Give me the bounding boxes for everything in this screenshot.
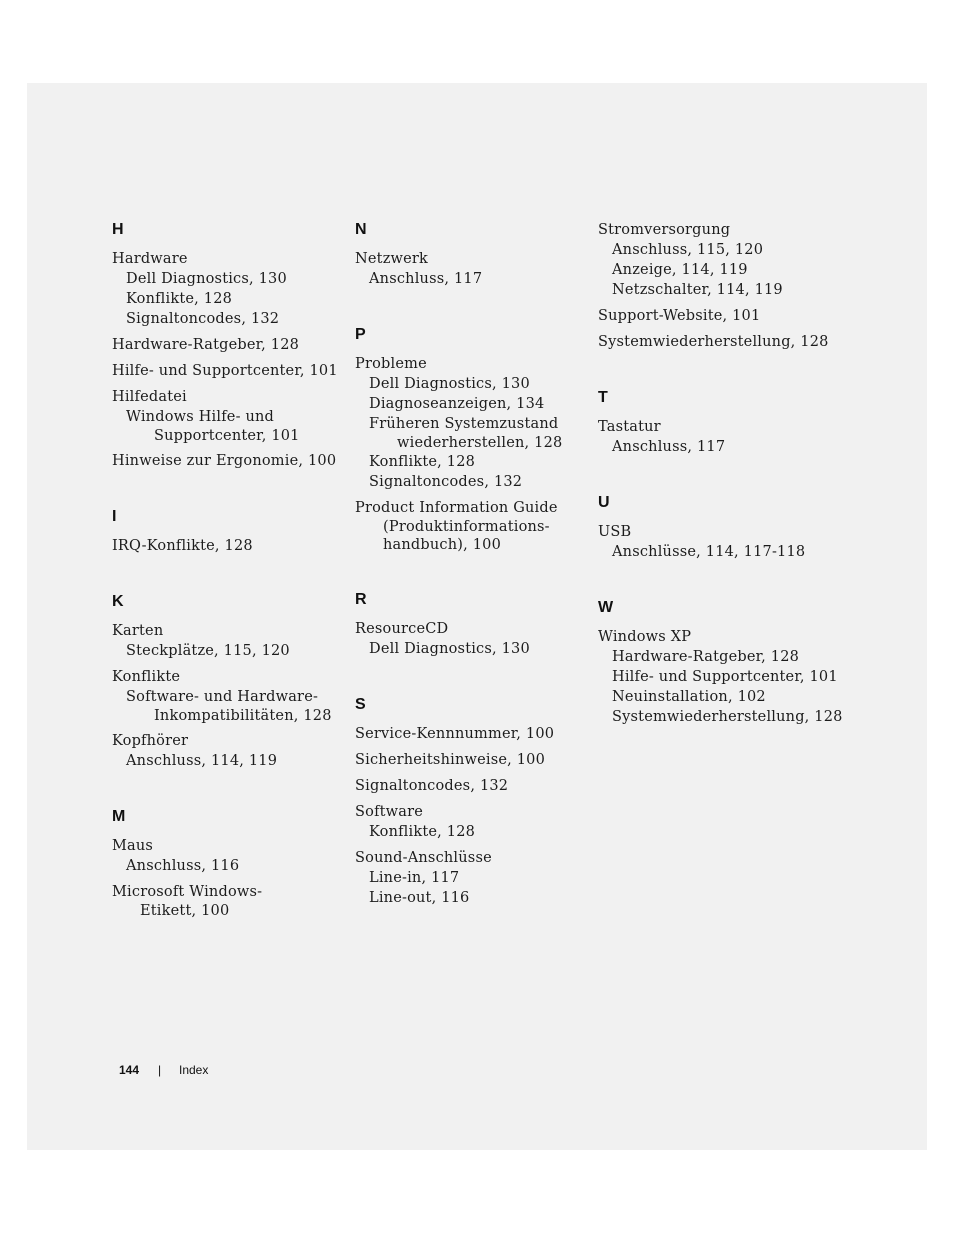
entry-term: Product Information Guide xyxy=(355,500,558,516)
entry-term: Signaltoncodes, 132 xyxy=(355,778,509,794)
section-n xyxy=(355,220,590,289)
index-column-3 xyxy=(598,220,843,763)
entry-term: IRQ-Konflikte, 128 xyxy=(112,538,253,554)
index-entry-signaltoncodes xyxy=(355,776,590,796)
entry-subterm: Line-in, 117 xyxy=(369,870,460,886)
entry-term: Stromversorgung xyxy=(598,222,731,238)
entry-subterm: Hilfe- und Supportcenter, 101 xyxy=(612,669,838,685)
section-h xyxy=(112,220,347,471)
index-entry-product-information-guide xyxy=(355,498,590,554)
index-entry-netzwerk xyxy=(355,249,590,289)
entry-term: Konflikte xyxy=(112,669,181,685)
page-number: 144 xyxy=(119,1063,140,1077)
index-entry-probleme xyxy=(355,354,590,492)
entry-subterm: Dell Diagnostics, 130 xyxy=(126,271,287,287)
entry-term-continuation: (Produktinformations- xyxy=(383,519,550,535)
index-entry-systemwiederherstellung xyxy=(598,332,833,352)
entry-term: Software xyxy=(355,804,424,820)
section-letter-u: U xyxy=(598,494,610,511)
entry-subterm: Konflikte, 128 xyxy=(369,454,476,470)
section-letter-p: P xyxy=(355,326,366,343)
entry-term: Hardware xyxy=(112,251,188,267)
entry-term: Service-Kennnummer, 100 xyxy=(355,726,555,742)
index-entry-kopfhoerer xyxy=(112,731,347,771)
entry-term: Netzwerk xyxy=(355,251,429,267)
entry-subterm: Früheren Systemzustand xyxy=(369,416,559,432)
entry-term: Sound-Anschlüsse xyxy=(355,850,492,866)
entry-term-continuation: handbuch), 100 xyxy=(383,537,502,553)
entry-term: USB xyxy=(598,524,632,540)
entry-term: Hilfe- und Supportcenter, 101 xyxy=(112,363,338,379)
entry-term: Hardware-Ratgeber, 128 xyxy=(112,337,300,353)
index-entry-hilfedatei xyxy=(112,387,347,445)
entry-term-continuation: Etikett, 100 xyxy=(140,903,230,919)
index-entry-resourcecd xyxy=(355,619,590,659)
entry-subterm: Dell Diagnostics, 130 xyxy=(369,641,530,657)
entry-subterm: Dell Diagnostics, 130 xyxy=(369,376,530,392)
section-u xyxy=(598,493,833,562)
entry-term: Maus xyxy=(112,838,154,854)
section-letter-h: H xyxy=(112,221,124,238)
section-i xyxy=(112,507,347,556)
entry-subterm: Anschluss, 115, 120 xyxy=(612,242,764,258)
section-letter-r: R xyxy=(355,591,367,608)
index-column-1 xyxy=(112,220,347,956)
entry-term: Microsoft Windows- xyxy=(112,884,263,900)
index-entry-windows-xp xyxy=(598,627,843,727)
entry-subterm: Software- und Hardware- xyxy=(126,689,319,705)
index-entry-sicherheitshinweise xyxy=(355,750,590,770)
entry-subterm-continuation: wiederherstellen, 128 xyxy=(397,435,563,451)
index-entry-hilfe-supportcenter xyxy=(112,361,347,381)
entry-subterm: Anschluss, 117 xyxy=(612,439,726,455)
entry-term: Kopfhörer xyxy=(112,733,189,749)
index-entry-service-kennnummer xyxy=(355,724,590,744)
entry-subterm: Netzschalter, 114, 119 xyxy=(612,282,783,298)
entry-subterm: Signaltoncodes, 132 xyxy=(369,474,523,490)
entry-term: ResourceCD xyxy=(355,621,449,637)
index-entry-usb xyxy=(598,522,833,562)
entry-subterm: Diagnoseanzeigen, 134 xyxy=(369,396,545,412)
entry-subterm-continuation: Supportcenter, 101 xyxy=(154,428,300,444)
entry-term: Tastatur xyxy=(598,419,661,435)
entry-subterm: Steckplätze, 115, 120 xyxy=(126,643,290,659)
index-entry-support-website xyxy=(598,306,833,326)
index-entry-hardware-ratgeber xyxy=(112,335,347,355)
index-entry-tastatur xyxy=(598,417,833,457)
entry-subterm: Hardware-Ratgeber, 128 xyxy=(612,649,800,665)
entry-subterm: Line-out, 116 xyxy=(369,890,470,906)
section-k xyxy=(112,592,347,771)
entry-subterm: Konflikte, 128 xyxy=(369,824,476,840)
entry-term: Karten xyxy=(112,623,164,639)
entry-term: Probleme xyxy=(355,356,427,372)
entry-term: Windows XP xyxy=(598,629,692,645)
index-entry-hinweise-ergonomie xyxy=(112,451,347,471)
entry-subterm-continuation: Inkompatibilitäten, 128 xyxy=(154,708,332,724)
index-entry-stromversorgung xyxy=(598,220,833,300)
section-w xyxy=(598,598,843,727)
section-letter-s: S xyxy=(355,696,366,713)
entry-term: Sicherheitshinweise, 100 xyxy=(355,752,546,768)
index-column-2 xyxy=(355,220,590,944)
index-entry-karten xyxy=(112,621,347,661)
index-entry-maus xyxy=(112,836,347,876)
section-letter-m: M xyxy=(112,808,126,825)
entry-term: Hilfedatei xyxy=(112,389,187,405)
section-r xyxy=(355,590,590,659)
index-entry-software xyxy=(355,802,590,842)
entry-term: Systemwiederherstellung, 128 xyxy=(598,334,829,350)
entry-subterm: Anzeige, 114, 119 xyxy=(612,262,748,278)
entry-term: Support-Website, 101 xyxy=(598,308,761,324)
entry-term: Hinweise zur Ergonomie, 100 xyxy=(112,453,337,469)
entry-subterm: Anschluss, 114, 119 xyxy=(126,753,278,769)
section-letter-k: K xyxy=(112,593,124,610)
entry-subterm: Konflikte, 128 xyxy=(126,291,233,307)
section-s xyxy=(355,695,590,908)
index-entry-sound-anschluesse xyxy=(355,848,590,908)
section-letter-w: W xyxy=(598,599,614,616)
section-m xyxy=(112,807,347,920)
footer-section-label: Index xyxy=(179,1063,209,1077)
entry-subterm: Systemwiederherstellung, 128 xyxy=(612,709,843,725)
index-entry-konflikte xyxy=(112,667,347,725)
section-s-continued xyxy=(598,220,833,352)
footer-separator: | xyxy=(158,1063,162,1077)
entry-subterm: Signaltoncodes, 132 xyxy=(126,311,280,327)
entry-subterm: Windows Hilfe- und xyxy=(126,409,275,425)
section-letter-n: N xyxy=(355,221,367,238)
entry-subterm: Neuinstallation, 102 xyxy=(612,689,766,705)
section-p xyxy=(355,325,590,554)
section-t xyxy=(598,388,833,457)
index-entry-irq-konflikte xyxy=(112,536,347,556)
entry-subterm: Anschluss, 117 xyxy=(369,271,483,287)
index-entry-microsoft-windows-etikett xyxy=(112,882,347,920)
index-entry-hardware xyxy=(112,249,347,329)
section-letter-t: T xyxy=(598,389,608,406)
entry-subterm: Anschluss, 116 xyxy=(126,858,240,874)
entry-subterm: Anschlüsse, 114, 117-118 xyxy=(612,544,806,560)
section-letter-i: I xyxy=(112,508,117,525)
